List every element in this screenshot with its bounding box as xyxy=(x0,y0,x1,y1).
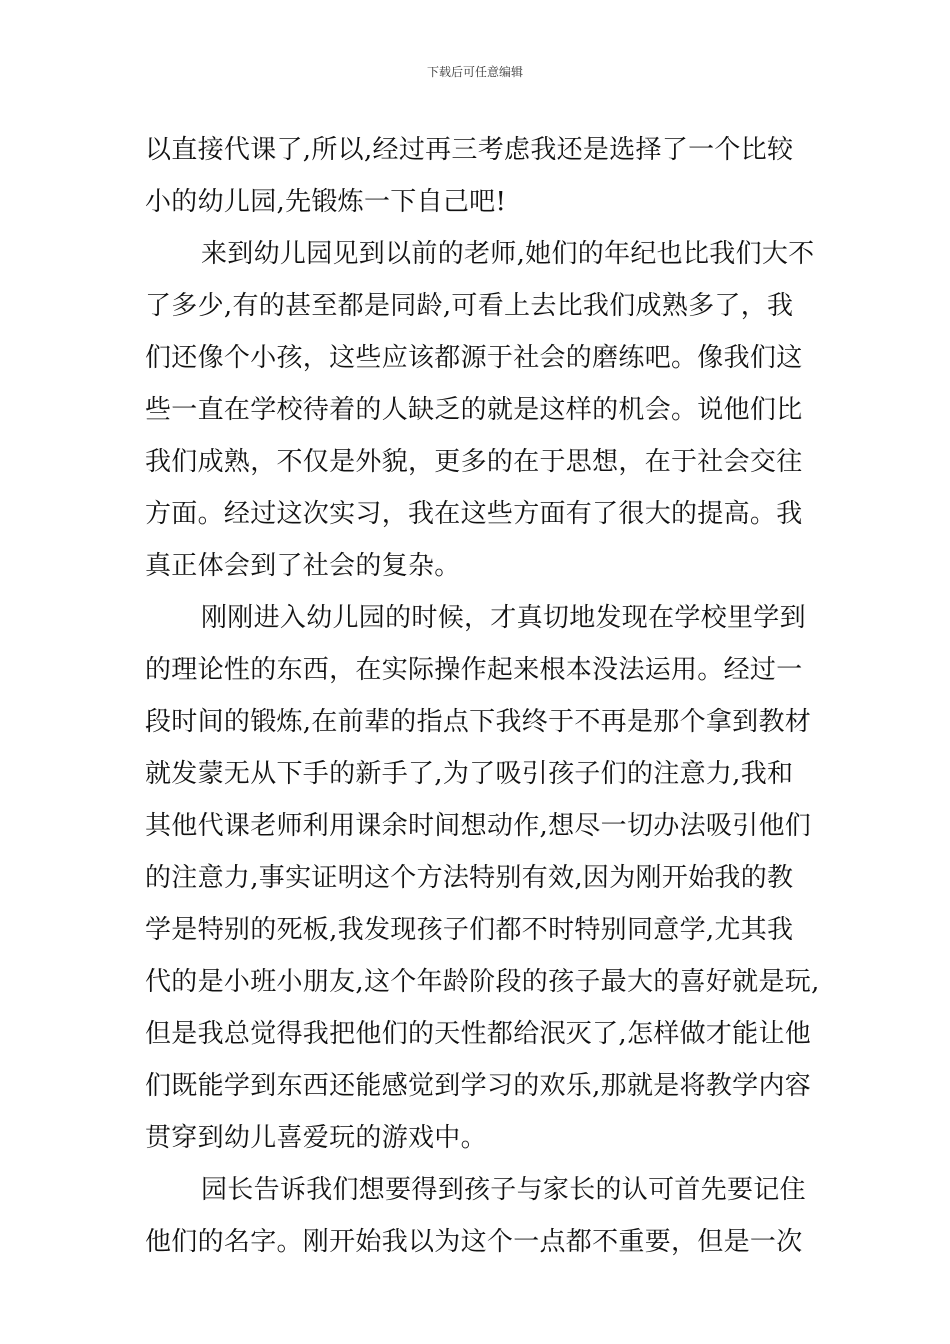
page-header: 下载后可任意编辑 xyxy=(426,65,523,79)
text-line: 贯穿到幼儿喜爱玩的游戏中。 xyxy=(145,1123,487,1153)
paragraph-first-line: 来到幼儿园见到以前的老师,她们的年纪也比我们大不 xyxy=(201,239,815,269)
text-line: 学是特别的死板,我发现孩子们都不时特别同意学,尤其我 xyxy=(145,915,794,945)
text-line: 些一直在学校待着的人缺乏的就是这样的机会。说他们比 xyxy=(145,395,803,425)
text-line: 但是我总觉得我把他们的天性都给泯灭了,怎样做才能让他 xyxy=(145,1019,812,1049)
text-line: 的注意力,事实证明这个方法特别有效,因为刚开始我的教 xyxy=(145,863,794,893)
text-line: 他们的名字。刚开始我以为这个一点都不重要，但是一次 xyxy=(145,1227,803,1257)
text-line: 我们成熟，不仅是外貌，更多的在于思想，在于社会交往 xyxy=(145,447,803,477)
text-line: 方面。经过这次实习，我在这些方面有了很大的提高。我 xyxy=(145,499,803,529)
paragraph-first-line: 刚刚进入幼儿园的时候，才真切地发现在学校里学到 xyxy=(201,603,806,633)
paragraph-first-line: 园长告诉我们想要得到孩子与家长的认可首先要记住 xyxy=(201,1175,806,1205)
text-line: 就发蒙无从下手的新手了,为了吸引孩子们的注意力,我和 xyxy=(145,759,794,789)
document-body xyxy=(145,124,820,1268)
text-line: 小的幼儿园,先锻炼一下自己吧! xyxy=(145,187,507,217)
text-line: 了多少,有的甚至都是同龄,可看上去比我们成熟多了，我 xyxy=(145,291,794,321)
text-line: 以直接代课了,所以,经过再三考虑我还是选择了一个比较 xyxy=(145,135,794,165)
text-line: 段时间的锻炼,在前辈的指点下我终于不再是那个拿到教材 xyxy=(145,707,812,737)
text-line: 其他代课老师利用课余时间想动作,想尽一切办法吸引他们 xyxy=(145,811,812,841)
text-line: 代的是小班小朋友,这个年龄阶段的孩子最大的喜好就是玩, xyxy=(145,967,820,997)
text-line: 的理论性的东西，在实际操作起来根本没法运用。经过一 xyxy=(145,655,803,685)
text-line: 们既能学到东西还能感觉到学习的欢乐,那就是将教学内容 xyxy=(145,1071,812,1101)
text-line: 真正体会到了社会的复杂。 xyxy=(145,551,461,581)
text-line: 们还像个小孩，这些应该都源于社会的磨练吧。像我们这 xyxy=(145,343,803,373)
